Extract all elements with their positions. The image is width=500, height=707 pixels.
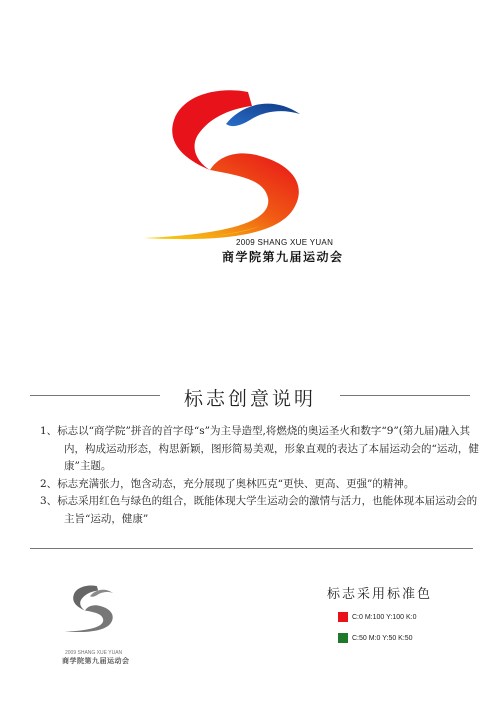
green-color-swatch	[338, 633, 348, 643]
red-color-swatch	[338, 612, 348, 622]
red-color-label: C:0 M:100 Y:100 K:0	[352, 614, 417, 621]
logo-flame-stroke	[144, 153, 299, 239]
logo-small-event-name: 商学院第九届运动会	[62, 656, 130, 665]
logo-year-text: 2009 SHANG XUE YUAN	[236, 238, 334, 247]
logo-event-name: 商学院第九届运动会	[222, 250, 344, 264]
description-point: 2、标志充满张力，饱含动态，充分展现了奥林匹克“更快、更高、更强”的精神。	[40, 477, 415, 490]
description-list	[40, 423, 480, 528]
section-heading: 标志创意说明	[183, 388, 316, 410]
heading-divider-right	[340, 395, 470, 396]
description-point: 3、标志采用红色与绿色的组合，既能体现大学生运动会的激情与活力，也能体现本届运动会的主旨“运动，健康”	[40, 495, 478, 525]
green-color-label: C:50 M:0 Y:50 K:50	[352, 635, 413, 642]
section-divider	[30, 548, 473, 549]
standard-colors-title: 标志采用标准色	[327, 587, 433, 602]
logo-small-year-text: 2009 SHANG XUE YUAN	[65, 650, 123, 656]
description-point: 1、标志以“商学院”拼音的首字母“s”为主导造型,将燃烧的奥运圣火和数字“9”(第九届)融入其内，构成运动形态，构思新颖，图形简易美观，形象直观的表达了本届运动会的“运动，健康”主题。	[40, 425, 479, 472]
logo-grayscale	[60, 572, 135, 652]
